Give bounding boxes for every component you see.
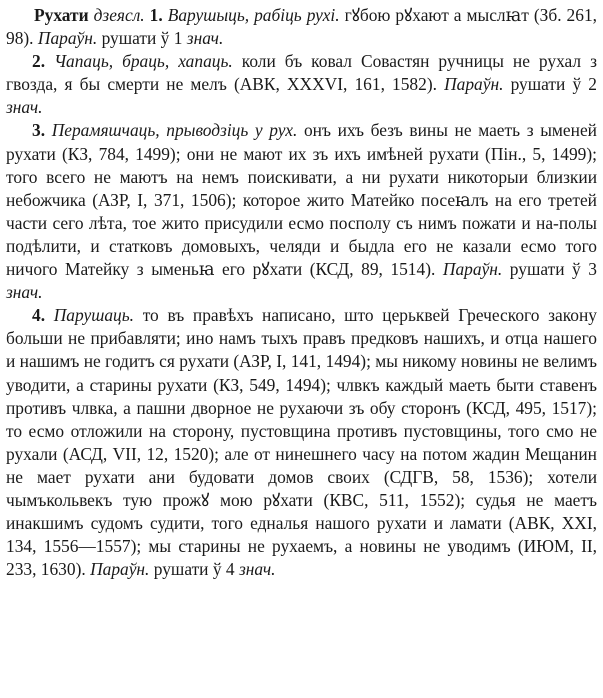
compare-reference: рушати ў 4 [153,559,235,580]
compare-reference: рушати ў 3 [509,259,597,280]
entry-headword: Рухати [34,5,89,25]
sense-3-paragraph [6,119,597,304]
sense-number: 1. [149,5,163,25]
sense-definition: Чапаць, браць, хапаць. [54,51,233,72]
compare-reference: рушати ў 2 [510,74,597,95]
compare-label: Параўн. [37,28,98,49]
sense-4-paragraph [6,304,597,581]
compare-tail: знач. [238,559,276,580]
compare-label: Параўн. [444,74,504,95]
sense-number: 4. [32,305,46,326]
compare-label: Параўн. [442,259,503,280]
compare-tail: знач. [6,97,43,118]
sense-citations: онъ ихъ безъ вины не маеть з ыменей рухати (КЗ, 784, 1499); они не мают их зъ ихъ имѣней рухати (Пін., 5, 1499); того всего не маютъ на немъ поискивати, а ни рухати никоторыи близкии небожчика (АЗР, I, 371, 1506); которое жито Матейко посеꙗлъ на его третей части сего лѣта, тое жито присудили есмо посполу съ нимъ пожати и на-полы подѣлити, и статковъ домовыхъ, челяди и быдла его не казали есмо того ничого Матейку з ыменьꙗ его рꙋхати (КСД, 89, 1514). [6,120,597,280]
sense-1-paragraph [6,4,597,50]
compare-tail: знач. [186,28,224,49]
sense-citations: гꙋбою рꙋхают а мыслꙗт (Зб. 261, 98). [6,5,597,49]
part-of-speech: дзеясл. [93,5,145,25]
sense-number: 3. [32,120,46,141]
compare-tail: знач. [6,282,43,303]
sense-citations: то въ правѣхъ написано, што церьквей Греческого закону больши не прибавляти; ино намъ тыхъ правъ предковъ нашихъ, и отца нашего и нашимъ не годитъ ся рухати (АЗР, I, 141, 1494); мы никому новины не велимъ уводити, а старины рухати (КЗ, 549, 1494); члвкъ каждый маеть быти ставенъ противъ члвка, а пашни дворное не рухаючи зъ обу сторонъ (КСД, 495, 1517); то есмо отложили на сторону, пустовщина противъ пустовщины, того смо не рухали (АСД, VII, 12, 1520); але от нинешнего часу на потом жадин Мещанин не мает рухати ани будовати домов своих (СДГВ, 58, 1536); хотели чымъкольвекъ тую прожꙋ мою рꙋхати (КВС, 511, 1552); судья не маетъ инакшимъ судомъ судити, того едналья нашого рухати и ламати (АВК, XXI, 134, 1556—1557); мы старины не рухаемъ, а новины не уводимъ (ИЮМ, II, 233, 1630). [6,305,597,580]
compare-reference: рушати ў 1 [101,28,183,49]
sense-definition: Варушыць, рабіць рухі. [167,5,340,25]
sense-definition: Парушаць. [53,305,134,326]
sense-citations: коли бъ ковал Совастян ручницы не рухал з гвозда, я бы смерти не мелъ (АВК, XXXVI, 161, 1582). [6,51,597,95]
compare-label: Параўн. [90,559,150,580]
sense-2-paragraph [6,50,597,119]
sense-definition: Перамяшчаць, прыводзіць у рух. [51,120,298,141]
sense-number: 2. [32,51,46,72]
